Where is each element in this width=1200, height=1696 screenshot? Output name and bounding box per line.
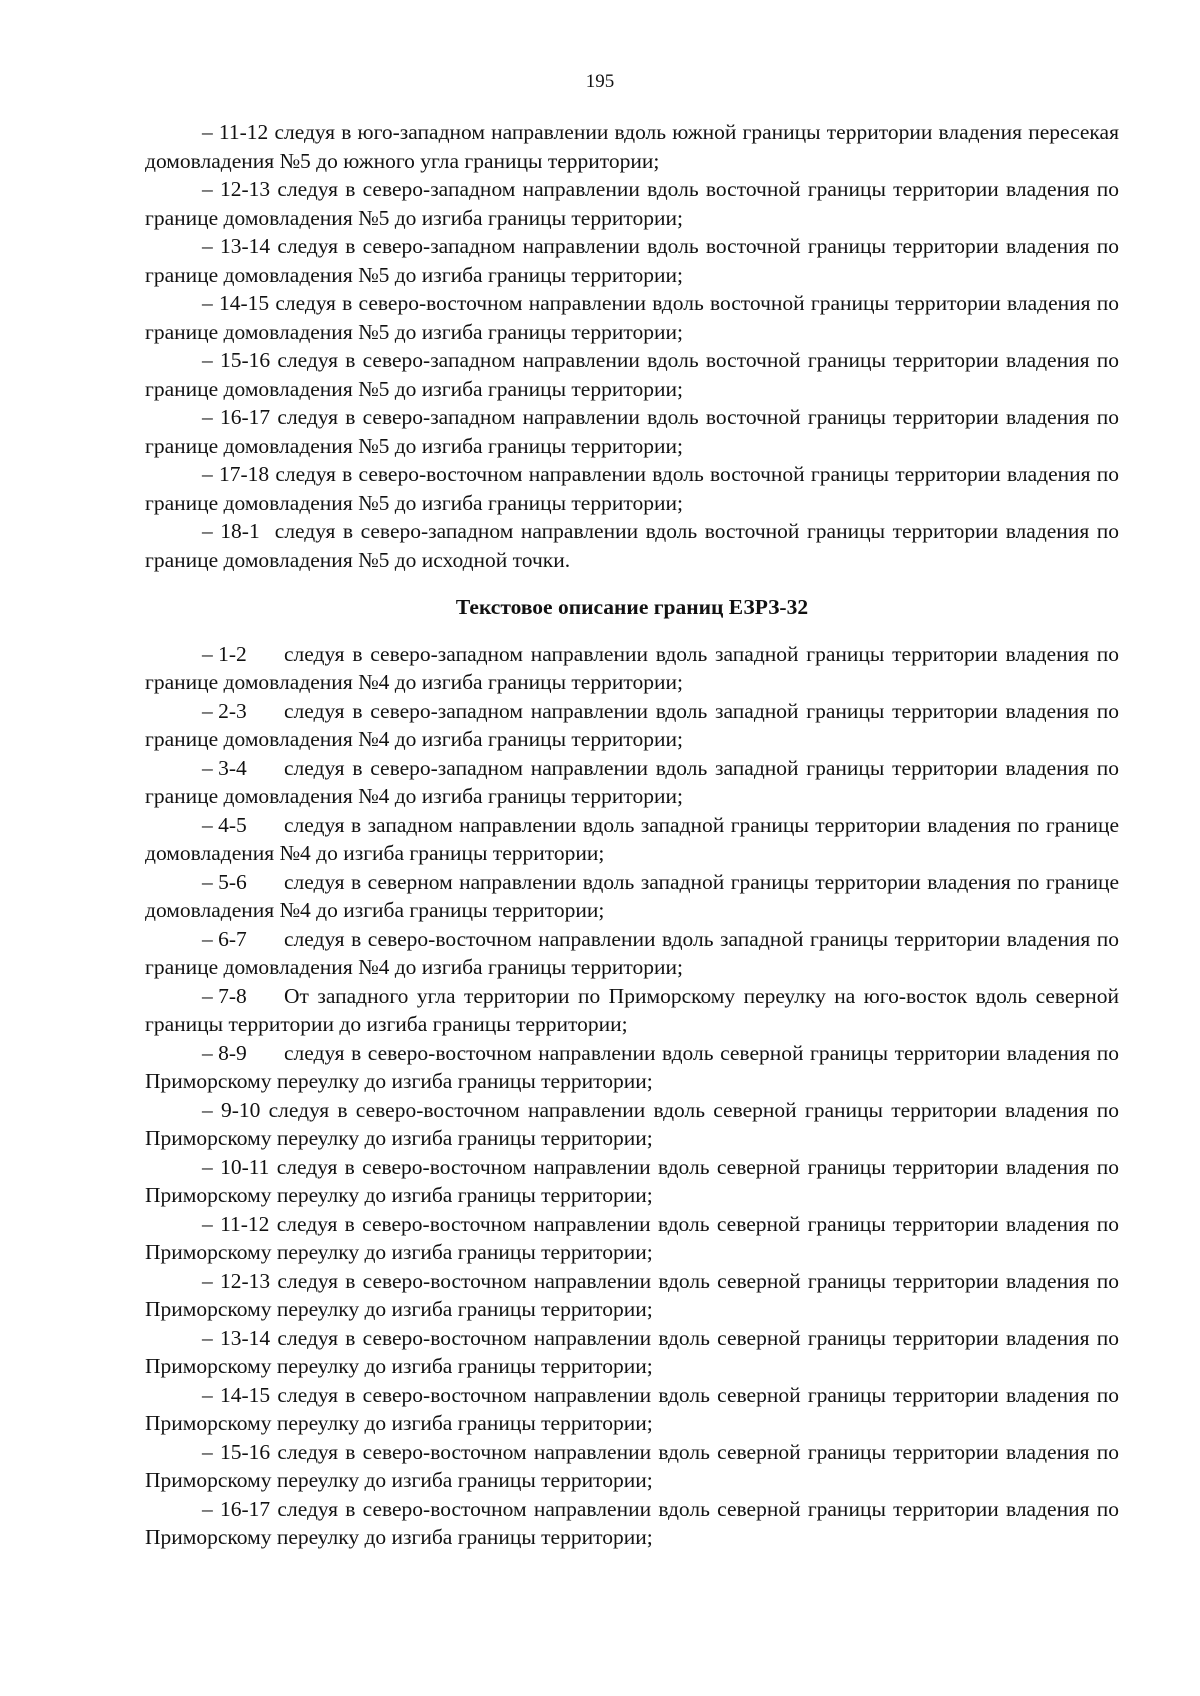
segment-text: следуя в северо-восточном направлении вдоль северной границы территории владения по Приморскому переулку до изгиба границы территории;: [145, 1268, 1119, 1321]
boundary-item: [145, 460, 1119, 517]
segment-text: следуя в северном направлении вдоль западной границы территории владения по границе домовладения №4 до изгиба границы территории;: [145, 869, 1119, 922]
segment-text: следуя в западном направлении вдоль западной границы территории владения по границе домовладения №4 до изгиба границы территории;: [145, 812, 1119, 865]
boundary-item: [145, 1039, 1119, 1096]
segment-code: – 6-7: [202, 926, 247, 951]
boundary-item: [145, 811, 1119, 868]
boundary-item: [145, 289, 1119, 346]
segment-text: следуя в северо-западном направлении вдоль восточной границы территории владения по границе домовладения №5 до изгиба границы территории;: [145, 234, 1119, 287]
boundary-item: [145, 754, 1119, 811]
boundary-item: [145, 1495, 1119, 1552]
segment-text: следуя в северо-восточном направлении вдоль северной границы территории владения по Приморскому переулку до изгиба границы территории;: [145, 1040, 1119, 1093]
boundary-item: [145, 118, 1119, 175]
boundary-item: [145, 925, 1119, 982]
segment-text: следуя в северо-восточном направлении вдоль северной границы территории владения по Приморскому переулку до изгиба границы территории;: [145, 1439, 1119, 1492]
boundary-item: [145, 868, 1119, 925]
segment-code: – 16-17: [202, 1496, 271, 1521]
segment-code: – 11-12: [202, 1211, 270, 1236]
segment-code: – 15-16: [202, 348, 271, 372]
document-body: [145, 118, 1119, 1552]
segment-code: – 7-8: [202, 983, 247, 1008]
segment-text: следуя в северо-восточном направлении вдоль восточной границы территории владения по границе домовладения №5 до изгиба границы территории;: [145, 291, 1119, 344]
segment-code: – 11-12: [202, 120, 269, 144]
segment-code: – 16-17: [202, 405, 271, 429]
segment-text: следуя в северо-восточном направлении вдоль северной границы территории владения по Приморскому переулку до изгиба границы территории;: [145, 1154, 1119, 1207]
segment-text: следуя в северо-восточном направлении вдоль северной границы территории владения по Приморскому переулку до изгиба границы территории;: [145, 1211, 1119, 1264]
segment-code: – 8-9: [202, 1040, 247, 1065]
segment-text: следуя в юго-западном направлении вдоль южной границы территории владения пересекая домовладения №5 до южного угла границы территории;: [145, 120, 1119, 173]
segment-text: следуя в северо-восточном направлении вдоль северной границы территории владения по Приморскому переулку до изгиба границы территории;: [145, 1325, 1119, 1378]
segment-code: – 12-13: [202, 1268, 271, 1293]
segment-text: следуя в северо-западном направлении вдоль восточной границы территории владения по границе домовладения №5 до исходной точки.: [145, 519, 1120, 572]
boundary-item: [145, 1096, 1119, 1153]
section-ezrz-32: [145, 640, 1119, 1552]
segment-code: – 13-14: [202, 1325, 271, 1350]
boundary-item: [145, 517, 1119, 574]
segment-text: следуя в северо-западном направлении вдоль западной границы территории владения по границе домовладения №4 до изгиба границы территории;: [145, 755, 1119, 808]
segment-text: следуя в северо-восточном направлении вдоль северной границы территории владения по Приморскому переулку до изгиба границы территории;: [145, 1496, 1119, 1549]
segment-text: От западного угла территории по Приморскому переулку на юго-восток вдоль северной границы территории до изгиба границы территории;: [145, 983, 1119, 1036]
boundary-item: [145, 1153, 1119, 1210]
segment-text: следуя в северо-восточном направлении вдоль северной границы территории владения по Приморскому переулку до изгиба границы территории;: [145, 1382, 1119, 1435]
segment-text: следуя в северо-западном направлении вдоль западной границы территории владения по границе домовладения №4 до изгиба границы территории;: [145, 641, 1119, 694]
segment-text: следуя в северо-западном направлении вдоль восточной границы территории владения по границе домовладения №5 до изгиба границы территории;: [145, 348, 1119, 401]
segment-text: следуя в северо-западном направлении вдоль восточной границы территории владения по границе домовладения №5 до изгиба границы территории;: [145, 177, 1119, 230]
boundary-item: [145, 346, 1119, 403]
segment-code: – 10-11: [202, 1154, 270, 1179]
boundary-item: [145, 640, 1119, 697]
segment-code: – 3-4: [202, 755, 247, 780]
segment-code: – 17-18: [202, 462, 270, 486]
section-previous-boundary: [145, 118, 1119, 574]
segment-code: – 13-14: [202, 234, 271, 258]
segment-code: – 5-6: [202, 869, 247, 894]
boundary-item: [145, 1381, 1119, 1438]
boundary-item: [145, 1210, 1119, 1267]
segment-text: следуя в северо-западном направлении вдоль восточной границы территории владения по границе домовладения №5 до изгиба границы территории;: [145, 405, 1119, 458]
segment-text: следуя в северо-восточном направлении вдоль западной границы территории владения по границе домовладения №4 до изгиба границы территории;: [145, 926, 1119, 979]
boundary-item: [145, 175, 1119, 232]
boundary-item: [145, 403, 1119, 460]
segment-code: – 9-10: [202, 1097, 261, 1122]
section-heading: Текстовое описание границ ЕЗРЗ-32: [455, 595, 809, 619]
segment-code: – 12-13: [202, 177, 271, 201]
boundary-item: [145, 697, 1119, 754]
boundary-item: [145, 1267, 1119, 1324]
segment-text: следуя в северо-западном направлении вдоль западной границы территории владения по границе домовладения №4 до изгиба границы территории;: [145, 698, 1119, 751]
page-number: 195: [585, 71, 615, 92]
segment-code: – 14-15: [202, 291, 270, 315]
segment-code: – 14-15: [202, 1382, 271, 1407]
segment-code: – 1-2: [202, 641, 247, 666]
segment-text: следуя в северо-восточном направлении вдоль восточной границы территории владения по границе домовладения №5 до изгиба границы территории;: [145, 462, 1119, 515]
segment-code: – 15-16: [202, 1439, 271, 1464]
boundary-item: [145, 232, 1119, 289]
segment-code: – 2-3: [202, 698, 247, 723]
boundary-item: [145, 982, 1119, 1039]
boundary-item: [145, 1324, 1119, 1381]
segment-code: – 4-5: [202, 812, 247, 837]
boundary-item: [145, 1438, 1119, 1495]
segment-text: следуя в северо-восточном направлении вдоль северной границы территории владения по Приморскому переулку до изгиба границы территории;: [145, 1097, 1119, 1150]
segment-code: – 18-1: [202, 519, 260, 543]
